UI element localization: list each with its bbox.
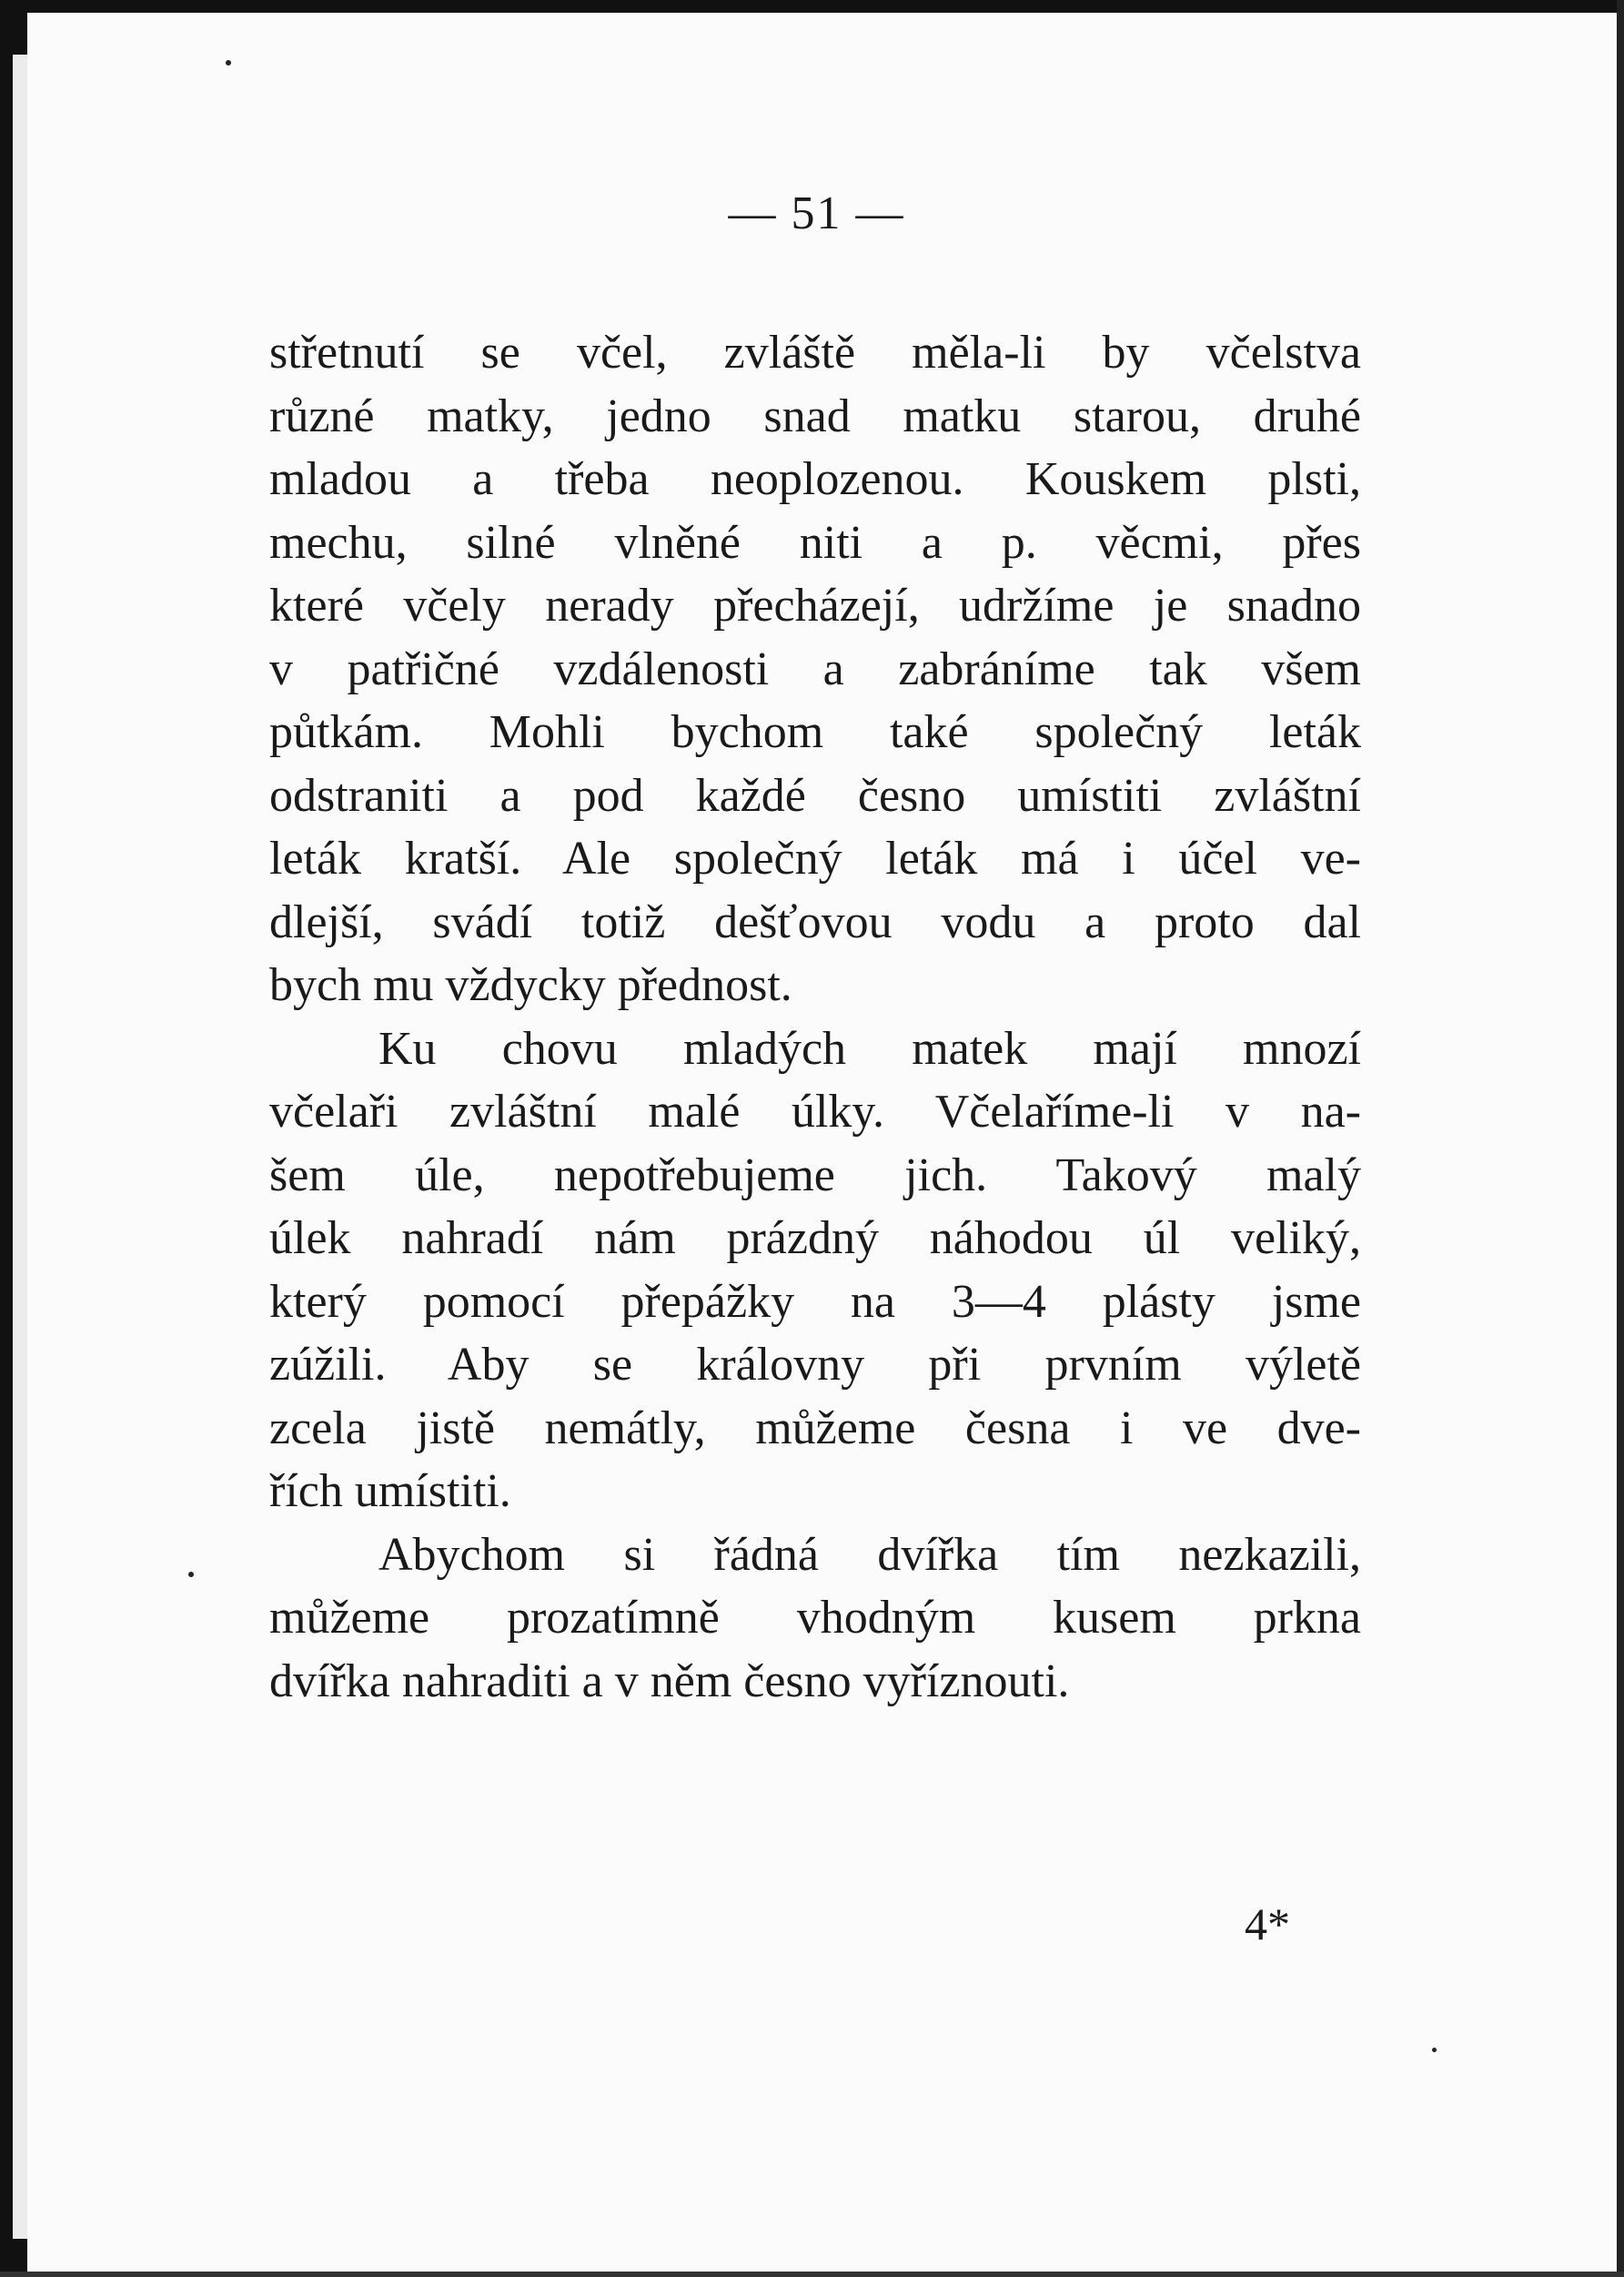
page-number: — 51 —	[728, 187, 905, 239]
text-line: odstraniti a pod každé česno umístiti zvláštní	[269, 769, 1361, 822]
text-line: řích umístiti.	[269, 1465, 511, 1517]
scan-speck	[226, 60, 231, 66]
text-line: zúžili. Aby se královny při prvním výletě	[269, 1339, 1361, 1391]
scan-top-border	[0, 0, 1624, 13]
text-line: zcela jistě nemátly, můžeme česna i ve dve-	[269, 1402, 1361, 1454]
text-line: včelaři zvláštní malé úlky. Včelaříme-li v na-	[269, 1086, 1361, 1138]
scan-speck	[188, 1572, 194, 1577]
text-line: leták kratší. Ale společný leták má i účel ve-	[269, 833, 1361, 885]
paragraph-2	[269, 1017, 1361, 1523]
text-line: které včely nerady přecházejí, udržíme je snadno	[269, 580, 1361, 632]
body-text	[269, 321, 1361, 1713]
text-line: dvířka nahraditi a v něm česno vyříznouti.	[269, 1655, 1070, 1707]
paragraph-1	[269, 321, 1361, 1017]
text-line: úlek nahradí nám prázdný náhodou úl veliký,	[269, 1212, 1361, 1264]
text-line: střetnutí se včel, zvláště měla-li by včelstva	[269, 327, 1361, 379]
text-line: Ku chovu mladých matek mají mnozí	[378, 1022, 1361, 1075]
scan-bottom-edge	[0, 2272, 1624, 2277]
text-line: dlejší, svádí totiž dešťovou vodu a proto dal	[269, 896, 1361, 948]
text-line: šem úle, nepotřebujeme jich. Takový malý	[269, 1149, 1361, 1201]
text-line: mechu, silné vlněné niti a p. věcmi, přes	[269, 516, 1361, 569]
scan-right-edge	[1617, 0, 1624, 2277]
signature-mark: 4*	[1245, 1898, 1290, 1949]
scan-speck	[1432, 2048, 1437, 2052]
text-line: v patřičné vzdálenosti a zabráníme tak všem	[269, 643, 1361, 695]
text-line: Abychom si řádná dvířka tím nezkazili,	[378, 1528, 1361, 1581]
paragraph-3	[269, 1523, 1361, 1714]
text-line: různé matky, jedno snad matku starou, druhé	[269, 390, 1361, 442]
text-line: půtkám. Mohli bychom také společný leták	[269, 706, 1361, 758]
text-line: bych mu vždycky přednost.	[269, 959, 792, 1011]
text-line: mladou a třeba neoplozenou. Kouskem plsti,	[269, 453, 1361, 505]
text-line: můžeme prozatímně vhodným kusem prkna	[269, 1592, 1361, 1644]
text-line: který pomocí přepážky na 3—4 plásty jsme	[269, 1275, 1361, 1328]
scan-left-gap	[13, 55, 27, 2239]
